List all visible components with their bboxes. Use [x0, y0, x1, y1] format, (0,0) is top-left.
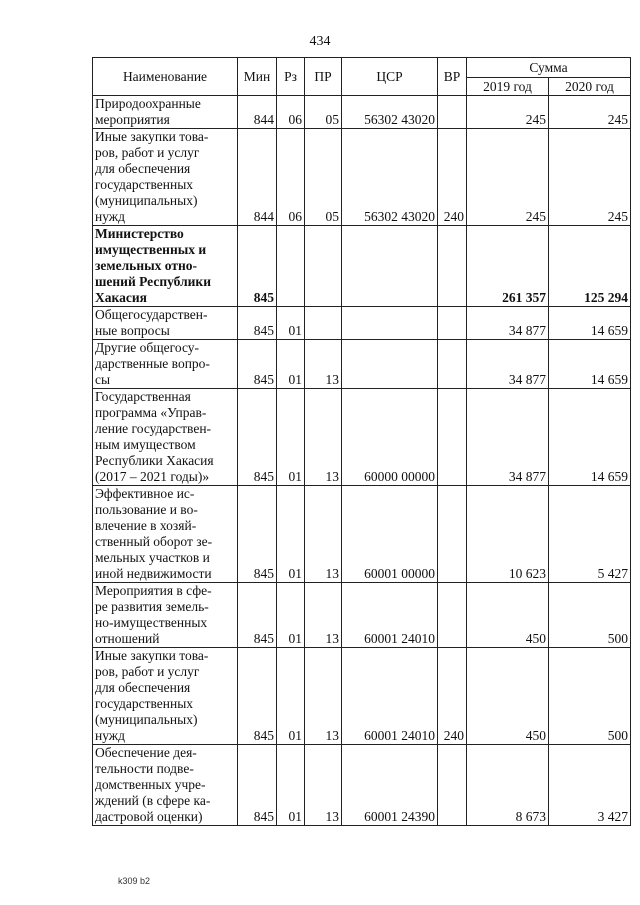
row-pr: 05: [305, 96, 342, 129]
row-pr: 13: [305, 340, 342, 389]
row-sum-2020: 125 294: [549, 226, 631, 307]
row-pr: 13: [305, 648, 342, 745]
row-csr: 60001 24010: [342, 648, 438, 745]
row-min: 845: [238, 745, 277, 826]
table-row: [93, 583, 631, 648]
row-name: Мероприятия в сфе- ре развития земель- но-имущественных отношений: [93, 583, 238, 648]
page-number: 434: [309, 34, 331, 49]
header-csr: ЦСР: [342, 58, 438, 96]
row-min: 844: [238, 96, 277, 129]
row-vr: [438, 307, 467, 340]
table-row: [93, 226, 631, 307]
header-year-2020: 2020 год: [549, 78, 631, 96]
row-pr: [305, 226, 342, 307]
row-sum-2019: 450: [467, 583, 549, 648]
table-row: [93, 648, 631, 745]
row-csr: 60001 00000: [342, 486, 438, 583]
row-min: 845: [238, 226, 277, 307]
row-vr: [438, 486, 467, 583]
row-sum-2019: 245: [467, 129, 549, 226]
row-sum-2019: 10 623: [467, 486, 549, 583]
row-sum-2020: 5 427: [549, 486, 631, 583]
row-sum-2020: 14 659: [549, 307, 631, 340]
budget-table: [92, 57, 631, 826]
row-sum-2019: 34 877: [467, 307, 549, 340]
header-year-2019: 2019 год: [467, 78, 549, 96]
row-sum-2019: 8 673: [467, 745, 549, 826]
row-name: Иные закупки това- ров, работ и услуг для обеспечения государственных (муниципальных) нужд: [93, 129, 238, 226]
row-sum-2019: 261 357: [467, 226, 549, 307]
table-row: [93, 307, 631, 340]
row-vr: 240: [438, 648, 467, 745]
row-name: Другие общегосу- дарственные вопро- сы: [93, 340, 238, 389]
row-rz: 06: [277, 96, 305, 129]
row-pr: 05: [305, 129, 342, 226]
row-rz: 01: [277, 389, 305, 486]
row-min: 844: [238, 129, 277, 226]
row-rz: 01: [277, 486, 305, 583]
row-rz: 01: [277, 648, 305, 745]
row-min: 845: [238, 583, 277, 648]
row-vr: [438, 96, 467, 129]
row-vr: [438, 389, 467, 486]
row-pr: 13: [305, 389, 342, 486]
row-name: Природоохранные мероприятия: [93, 96, 238, 129]
row-name: Эффективное ис- пользование и во- влечение в хозяй- ственный оборот зе- мельных участков и иной недвижимости: [93, 486, 238, 583]
row-name: Общегосударствен- ные вопросы: [93, 307, 238, 340]
row-rz: 01: [277, 307, 305, 340]
row-sum-2020: 3 427: [549, 745, 631, 826]
row-vr: [438, 583, 467, 648]
table-row: [93, 96, 631, 129]
row-csr: 60001 24010: [342, 583, 438, 648]
row-sum-2019: 34 877: [467, 340, 549, 389]
row-min: 845: [238, 389, 277, 486]
row-sum-2019: 34 877: [467, 389, 549, 486]
row-sum-2019: 450: [467, 648, 549, 745]
row-min: 845: [238, 486, 277, 583]
row-name: Государственная программа «Управ- ление государствен- ным имуществом Республики Хакасия (2017 – 2021 годы)»: [93, 389, 238, 486]
header-rz: Рз: [277, 58, 305, 96]
row-csr: 60001 24390: [342, 745, 438, 826]
row-pr: 13: [305, 583, 342, 648]
header-vr: ВР: [438, 58, 467, 96]
row-csr: 56302 43020: [342, 96, 438, 129]
row-min: 845: [238, 648, 277, 745]
header-sum: Сумма: [467, 58, 631, 78]
header-name: Наименование: [93, 58, 238, 96]
table-row: [93, 340, 631, 389]
row-csr: [342, 340, 438, 389]
row-csr: [342, 307, 438, 340]
row-vr: 240: [438, 129, 467, 226]
row-rz: 01: [277, 340, 305, 389]
row-sum-2020: 500: [549, 583, 631, 648]
row-name: Иные закупки това- ров, работ и услуг для обеспечения государственных (муниципальных) нужд: [93, 648, 238, 745]
row-rz: 01: [277, 745, 305, 826]
table-row: [93, 745, 631, 826]
row-name: Министерство имущественных и земельных отно- шений Республики Хакасия: [93, 226, 238, 307]
row-name: Обеспечение дея- тельности подве- домственных учре- ждений (в сфере ка- дастровой оценки): [93, 745, 238, 826]
row-vr: [438, 745, 467, 826]
row-sum-2020: 14 659: [549, 340, 631, 389]
row-rz: [277, 226, 305, 307]
row-sum-2020: 14 659: [549, 389, 631, 486]
row-sum-2020: 500: [549, 648, 631, 745]
table-body: [93, 96, 631, 826]
table-row: [93, 486, 631, 583]
header-min: Мин: [238, 58, 277, 96]
row-pr: 13: [305, 486, 342, 583]
row-csr: [342, 226, 438, 307]
row-pr: [305, 307, 342, 340]
row-csr: 56302 43020: [342, 129, 438, 226]
row-rz: 01: [277, 583, 305, 648]
row-sum-2020: 245: [549, 129, 631, 226]
row-rz: 06: [277, 129, 305, 226]
footer-code: k309 b2: [118, 876, 151, 886]
row-pr: 13: [305, 745, 342, 826]
table-row: [93, 389, 631, 486]
row-vr: [438, 226, 467, 307]
row-vr: [438, 340, 467, 389]
row-sum-2020: 245: [549, 96, 631, 129]
row-csr: 60000 00000: [342, 389, 438, 486]
row-sum-2019: 245: [467, 96, 549, 129]
header-pr: ПР: [305, 58, 342, 96]
row-min: 845: [238, 340, 277, 389]
table-row: [93, 129, 631, 226]
row-min: 845: [238, 307, 277, 340]
